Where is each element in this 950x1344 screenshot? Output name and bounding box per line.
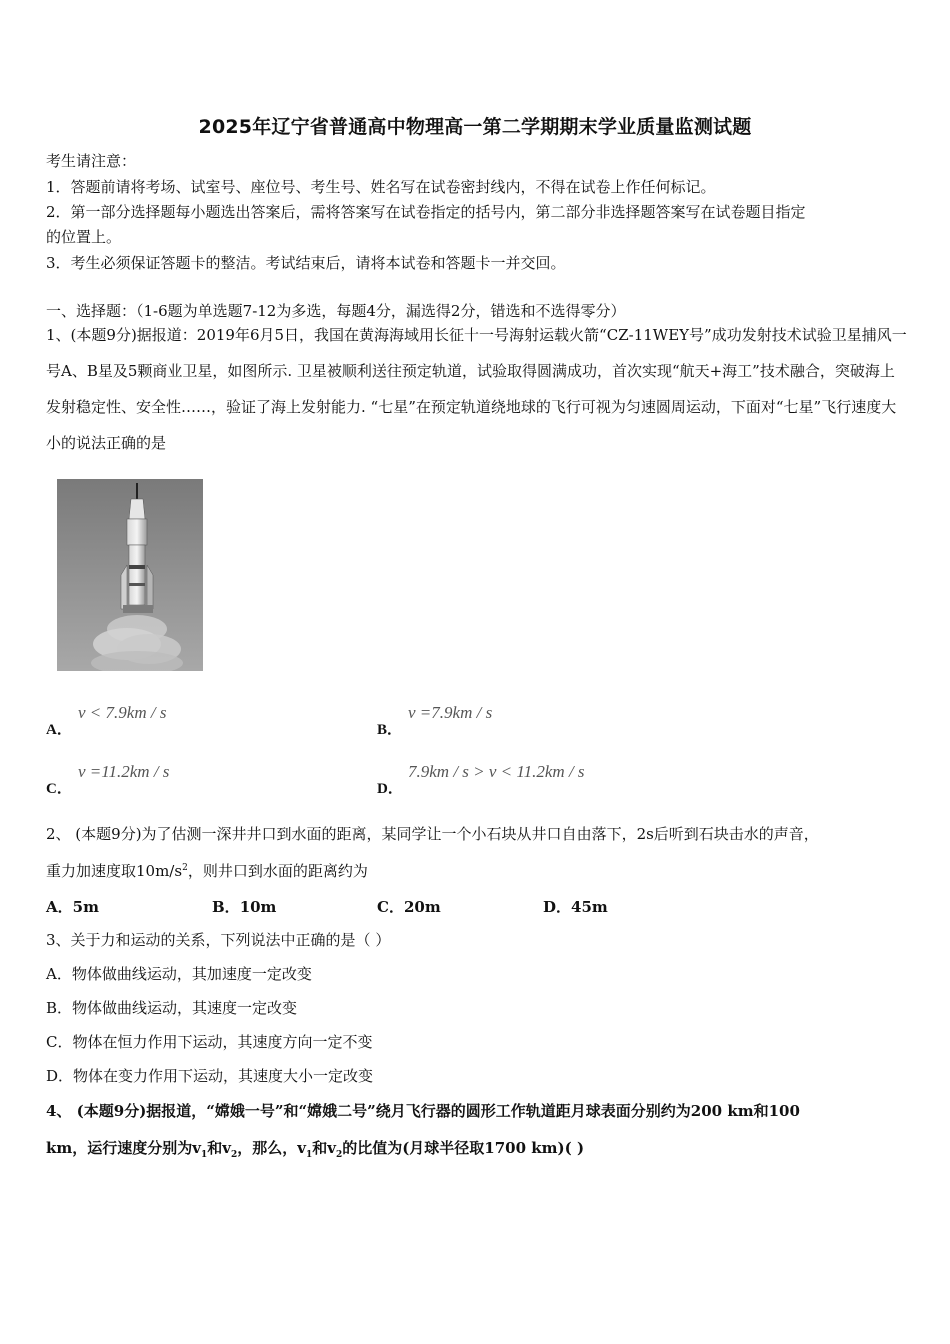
option-label: B． [377,722,403,738]
notice-item-1: 1．答题前请将考场、试室号、座位号、考生号、姓名写在试卷密封线内，不得在试卷上作任何标记。 [46,178,716,196]
q1-option-d[interactable] [377,777,403,798]
q2-question-text: ，则井口到水面的距离约为 [187,862,368,880]
q4-text-a: km，运行速度分别为v [46,1139,201,1157]
notice-item-2-cont: 的位置上。 [46,228,122,246]
option-value: 10m [239,898,277,916]
q1-option-a-formula: v < 7.9km / s [78,703,167,722]
question-4-line2 [46,1137,584,1159]
q3-option-a[interactable]: A．物体做曲线运动，其加速度一定改变 [46,965,312,983]
q1-option-b-formula: v =7.9km / s [408,703,493,722]
q2-option-a[interactable] [46,896,99,917]
q4-sub-1: 1 [200,1150,208,1160]
option-label: C． [46,781,72,797]
q1-option-d-formula: 7.9km / s > v < 11.2km / s [408,762,585,781]
q3-option-c[interactable]: C．物体在恒力作用下运动，其速度方向一定不变 [46,1033,373,1051]
q2-option-d[interactable] [543,896,608,917]
rocket-launch-photo [57,479,203,671]
question-3-text: 3、关于力和运动的关系，下列说法中正确的是（ ） [46,931,391,949]
question-2-line1: 2、 (本题9分)为了估测一深井井口到水面的距离，某同学让一个小石块从井口自由落下，2s后听到石块击水的声音， [46,825,819,843]
q4-text-c: ，那么，v [237,1139,306,1157]
q2-exponent: 2 [182,863,188,873]
notice-item-2: 2．第一部分选择题每小题选出答案后，需将答案写在试卷指定的括号内，第二部分非选择题答案写在试卷题目指定 [46,203,806,221]
q4-text-b: 和v [207,1139,231,1157]
q3-option-d[interactable]: D．物体在变力作用下运动，其速度大小一定改变 [46,1067,374,1085]
q4-text-e: 的比值为(月球半径取1700 km)( ) [342,1139,585,1157]
q1-option-b[interactable] [377,718,402,739]
option-label: A． [46,898,73,916]
q3-option-b[interactable]: B．物体做曲线运动，其速度一定改变 [46,999,298,1017]
option-label: D． [543,898,572,916]
question-1-text: 1、(本题9分)据报道：2019年6月5日，我国在黄海海域用长征十一号海射运载火箭“CZ-11WEY号”成功发射技术试验卫星捕风一号A、B星及5颗商业卫星，如图所示. 卫星被顺利送往预定轨道，试验取得圆满成功，首次实现“航天+海工”技术融合，突破海上发射稳定性、安全性……，验证了海上发射能力. “七星”在预定轨道绕地球的飞行可视为匀速圆周运动，下面对“七星”飞行速度大小的说法正确的是 [46,326,907,452]
q4-text-d: 和v [312,1139,336,1157]
rocket-icon [57,479,203,671]
q2-gravity-text: 重力加速度取10m/s [46,862,183,880]
q4-sub-2: 2 [230,1150,238,1160]
question-2-line2 [46,860,368,882]
option-label: B． [212,898,240,916]
q4-sub-4: 2 [335,1150,343,1160]
section-heading: 一、选择题：（1-6题为单选题7-12为多选，每题4分，漏选得2分，错选和不选得零分） [46,302,626,320]
option-value: 5m [72,898,99,916]
notice-heading: 考生请注意： [46,152,137,170]
q4-sub-3: 1 [305,1150,313,1160]
option-label: C． [377,898,404,916]
notice-item-3: 3．考生必须保证答题卡的整洁。考试结束后，请将本试卷和答题卡一并交回。 [46,254,566,272]
q2-option-b[interactable] [212,896,276,917]
option-label: A． [46,722,72,738]
question-4-line1: 4、 (本题9分)据报道，“嫦娥一号”和“嫦娥二号”绕月飞行器的圆形工作轨道距月球表面分别约为200 km和100 [46,1102,800,1120]
q1-option-c-formula: v =11.2km / s [78,762,170,781]
option-value: 20m [403,898,441,916]
page-title: 2025年辽宁省普通高中物理高一第二学期期末学业质量监测试题 [198,116,752,138]
option-value: 45m [571,898,608,916]
q2-option-c[interactable] [377,896,441,917]
q1-option-c[interactable] [46,777,72,798]
option-label: D． [377,781,403,797]
q1-option-a[interactable] [46,718,72,739]
